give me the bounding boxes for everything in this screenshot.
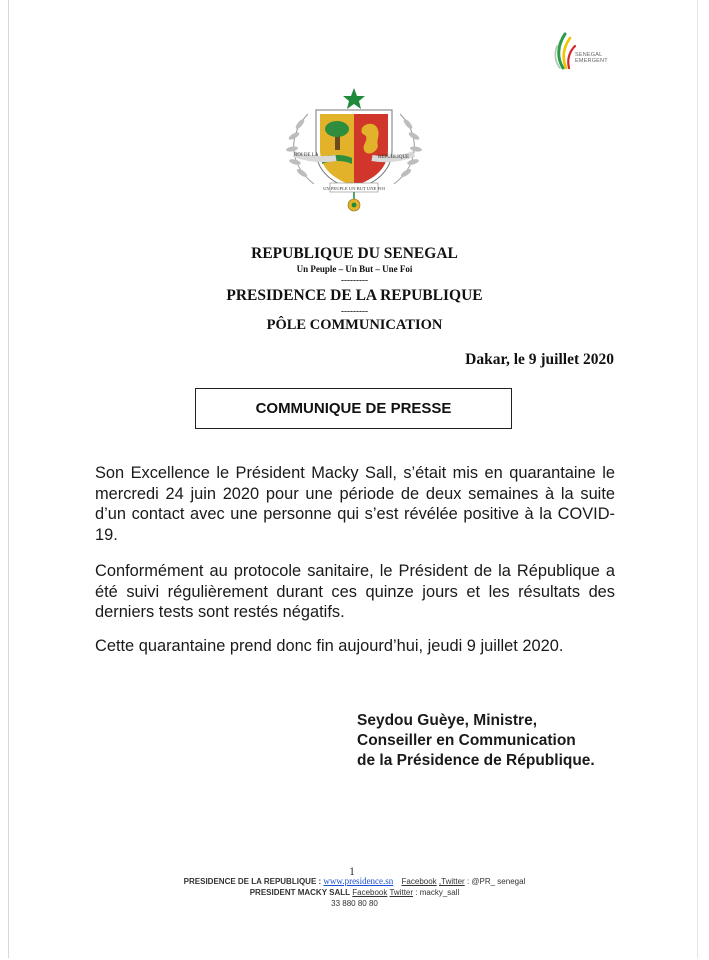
twitter-link[interactable]: Twitter (389, 888, 414, 897)
footer-label: PRESIDENCE DE LA REPUBLIQUE : (183, 877, 322, 886)
logo-text (575, 52, 608, 64)
facebook-link[interactable]: Facebook (401, 877, 437, 886)
signature-line: Conseiller en Communication (357, 732, 576, 749)
twitter-link[interactable]: ,Twitter (438, 877, 465, 886)
ribbon-left-text: ROI DE LA (294, 153, 319, 158)
logo-brand-line1: SENEGAL (575, 52, 603, 58)
footer-line (0, 888, 709, 897)
body-paragraph: Conformément au protocole sanitaire, le Président de la République a été suivi régulièrement durant ces quinze jours et les résultats des derniers tests sont restés négatifs. (95, 562, 615, 621)
republic-title: REPUBLIQUE DU SENEGAL (251, 245, 458, 262)
presidence-title: PRESIDENCE DE LA REPUBLIQUE (226, 287, 483, 304)
footer-phone: 33 880 80 80 (331, 899, 378, 908)
coat-of-arms (280, 84, 428, 216)
footer-handle: : macky_sall (415, 888, 460, 897)
signature-line: Seydou Guèye, Ministre, (357, 712, 538, 729)
presidence-website-link[interactable]: www.presidence.sn (323, 876, 394, 886)
facebook-link[interactable]: Facebook (352, 888, 388, 897)
senegal-emergent-logo (553, 28, 623, 72)
separator: --------- (341, 306, 368, 316)
document-title: COMMUNIQUE DE PRESSE (255, 400, 452, 417)
footer-handle: : @PR_ senegal (466, 877, 526, 886)
signature-line: de la Présidence de République. (357, 752, 595, 769)
senegal-emergent-icon (553, 28, 577, 72)
dateline: Dakar, le 9 juillet 2020 (465, 351, 614, 368)
logo-brand-line2: EMERGENT (575, 58, 608, 64)
coat-of-arms-icon (280, 84, 428, 216)
national-motto: Un Peuple – Un But – Une Foi (296, 264, 413, 274)
footer-line (0, 876, 709, 886)
page-number: 1 (349, 864, 355, 878)
banner-text: UN PEUPLE UN BUT UNE FOI (323, 186, 385, 191)
pole-communication: PÔLE COMMUNICATION (266, 317, 443, 333)
signature-block (357, 711, 595, 771)
body-paragraph: Cette quarantaine prend donc fin aujourd’hui, jeudi 9 juillet 2020. (95, 637, 564, 655)
body-paragraph: Son Excellence le Président Macky Sall, s’était mis en quarantaine le mercredi 24 juin 2020 pour une période de deux semaines à la suite d’un contact avec une personne qui s’est révélée positive à la COVID-19. (95, 464, 615, 544)
separator: --------- (341, 275, 368, 285)
footer-label: PRESIDENT MACKY SALL (249, 888, 351, 897)
ribbon-right-text: REPUBLIQUE (378, 155, 410, 160)
title-box (195, 388, 512, 429)
